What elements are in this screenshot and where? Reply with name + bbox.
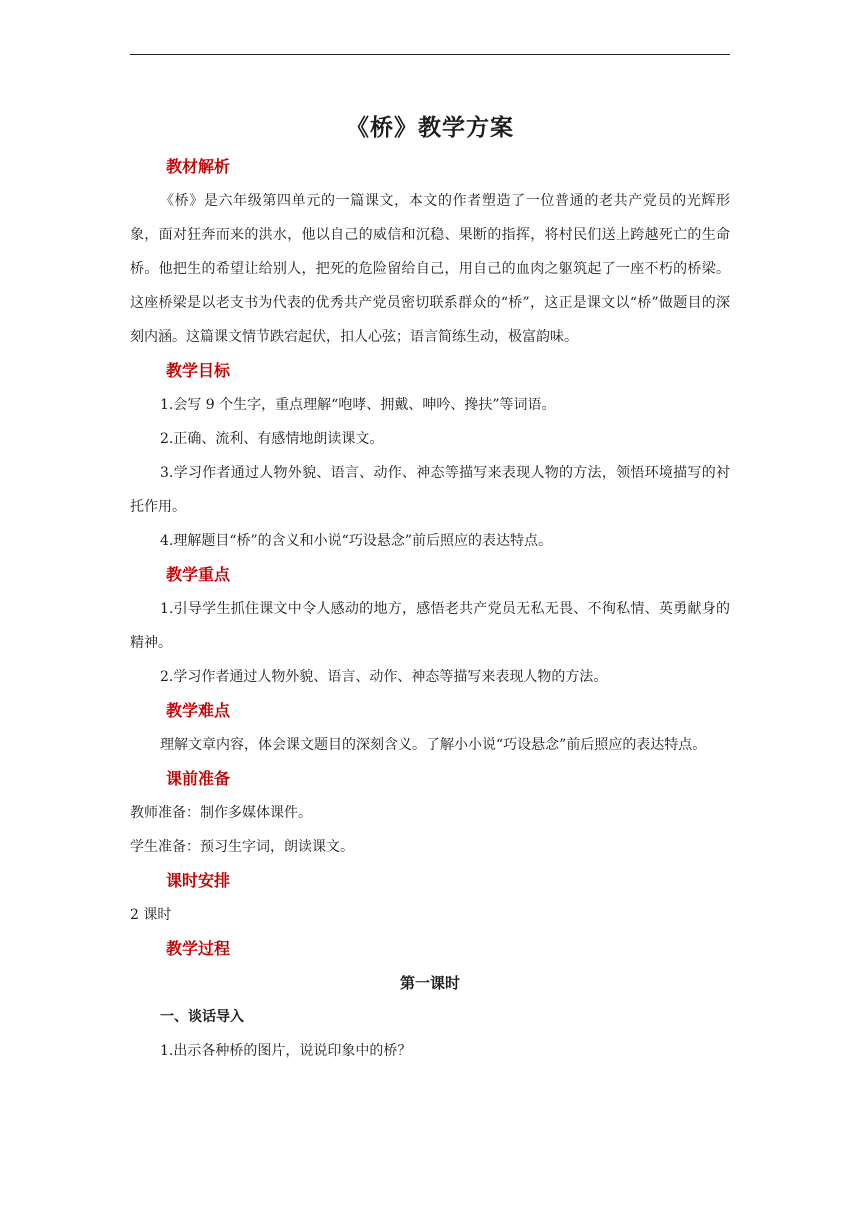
goal-item-4: 4.理解题目“桥”的含义和小说“巧设悬念”前后照应的表达特点。: [160, 533, 552, 549]
heading-goals: 教学目标: [166, 361, 231, 380]
prep-teacher: 教师准备：制作多媒体课件。: [130, 805, 312, 821]
goal-item-1: 1.会写 9 个生字，重点理解“咆哮、拥戴、呻吟、搀扶”等词语。: [160, 397, 556, 413]
heading-process: 教学过程: [166, 939, 231, 958]
heading-focus: 教学重点: [166, 565, 231, 584]
schedule-text: 2 课时: [130, 907, 172, 923]
goal-item-2: 2.正确、流利、有感情地朗读课文。: [160, 431, 384, 447]
focus-item-1: 1.引导学生抓住课文中令人感动的地方，感悟老共产党员无私无畏、不徇私情、英勇献身的精神。: [130, 601, 730, 651]
lesson-title: 第一课时: [399, 974, 460, 992]
goal-item-3: 3.学习作者通过人物外貌、语言、动作、神态等描写来表现人物的方法，领悟环境描写的衬托作用。: [130, 465, 730, 515]
header-rule: [130, 54, 730, 55]
document-page: [130, 108, 730, 1068]
analysis-paragraph: 《桥》是六年级第四单元的一篇课文，本文的作者塑造了一位普通的老共产党员的光辉形象，面对狂奔而来的洪水，他以自己的威信和沉稳、果断的指挥，将村民们送上跨越死亡的生命桥。他把生的希望让给别人，把死的危险留给自己，用自己的血肉之躯筑起了一座不朽的桥梁。这座桥梁是以老支书为代表的优秀共产党员密切联系群众的“桥”，这正是课文以“桥”做题目的深刻内涵。这篇课文情节跌宕起伏，扣人心弦；语言简练生动，极富韵味。: [130, 193, 730, 345]
step-item-1: 1.出示各种桥的图片，说说印象中的桥？: [160, 1043, 412, 1059]
difficulty-paragraph: 理解文章内容，体会课文题目的深刻含义。了解小小说“巧设悬念”前后照应的表达特点。: [160, 737, 707, 753]
heading-prep: 课前准备: [166, 769, 231, 788]
focus-item-2: 2.学习作者通过人物外貌、语言、动作、神态等描写来表现人物的方法。: [160, 669, 608, 685]
heading-analysis: 教材解析: [166, 157, 231, 176]
document-title: 《桥》教学方案: [346, 115, 514, 141]
heading-schedule: 课时安排: [166, 871, 231, 890]
heading-difficulty: 教学难点: [166, 701, 231, 720]
prep-student: 学生准备：预习生字词，朗读课文。: [130, 839, 354, 855]
step-heading: 一、谈话导入: [160, 1009, 244, 1025]
